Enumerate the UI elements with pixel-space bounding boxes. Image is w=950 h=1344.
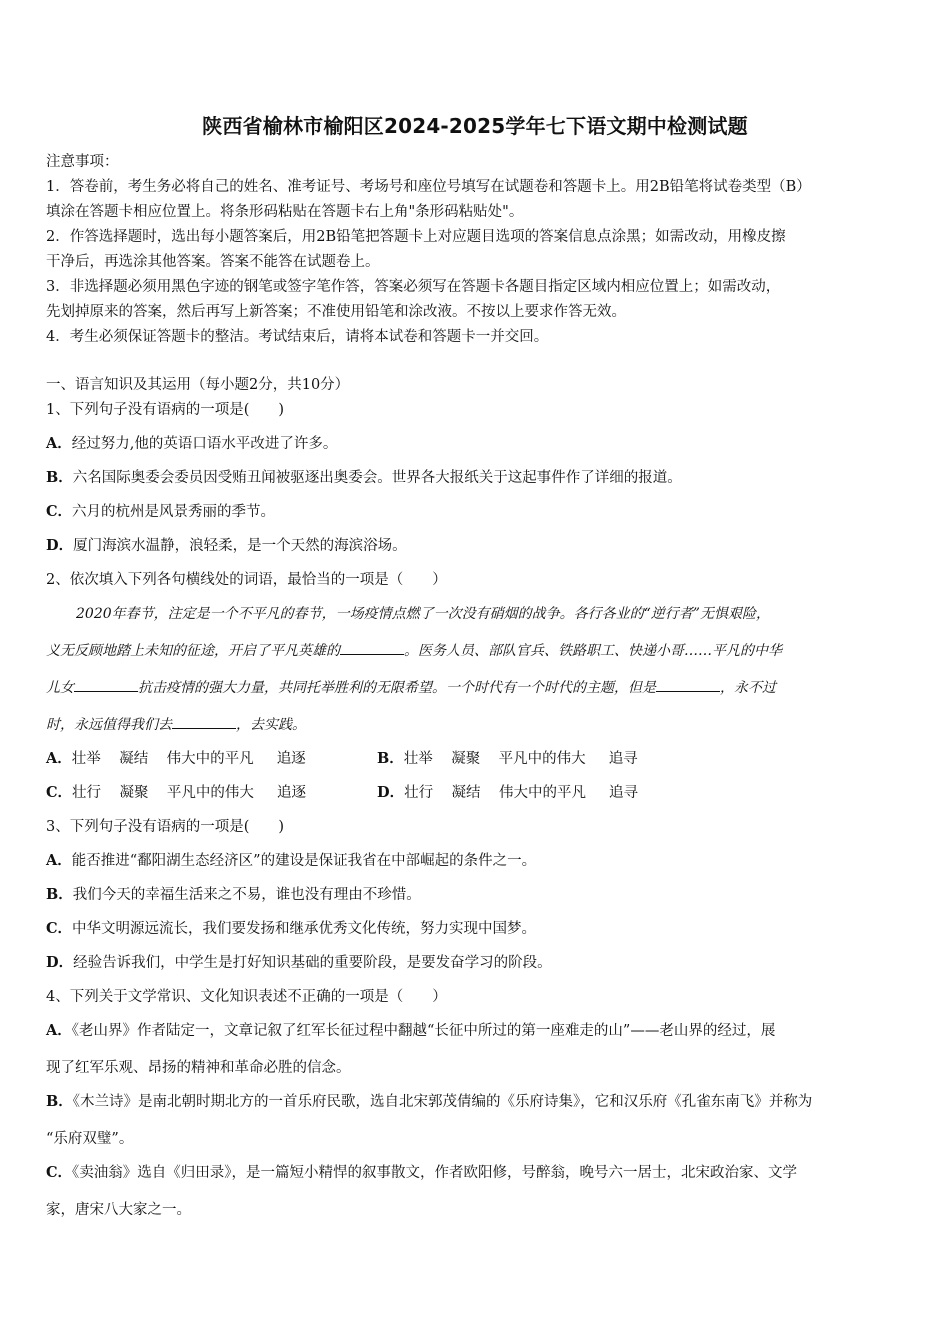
option-word: 凝结 — [119, 751, 149, 767]
passage-line — [46, 715, 306, 735]
option-d — [377, 783, 638, 803]
option-text-cont: 现了红军乐观、昂扬的精神和革命必胜的信念。 — [46, 1060, 351, 1076]
fill-blank-1[interactable] — [340, 642, 404, 655]
option-a — [46, 1021, 775, 1041]
passage-text: 儿女 — [46, 680, 74, 696]
passage-text: 。医务人员、部队官兵、铁路职工、快递小哥……平凡的中华 — [404, 643, 782, 659]
option-text-cont: 家，唐宋八大家之一。 — [46, 1202, 191, 1218]
page-title: 陕西省榆林市榆阳区2024-2025学年七下语文期中检测试题 — [202, 114, 748, 138]
option-letter: B． — [377, 750, 404, 767]
option-text: 我们今天的幸福生活来之不易，谁也没有理由不珍惜。 — [72, 887, 421, 903]
option-letter: C． — [46, 920, 73, 937]
option-d — [46, 953, 552, 973]
passage-text: 时，永远值得我们去 — [46, 717, 172, 733]
option-letter: A． — [46, 435, 72, 452]
option-word: 追寻 — [609, 785, 638, 801]
option-text: 中华文明源远流长，我们要发扬和继承优秀文化传统，努力实现中国梦。 — [72, 921, 537, 937]
fill-blank-3[interactable] — [656, 679, 720, 692]
passage-text: ，去实践。 — [236, 717, 306, 733]
option-letter: A． — [46, 1022, 72, 1039]
question-stem: 4、下列关于文学常识、文化知识表述不正确的一项是（ ） — [46, 989, 447, 1005]
notice-line: 先划掉原来的答案，然后再写上新答案；不准使用铅笔和涂改液。不按以上要求作答无效。 — [46, 304, 626, 320]
option-letter: D． — [46, 537, 74, 554]
option-letter: C． — [46, 784, 73, 801]
option-d — [46, 536, 407, 556]
option-b — [46, 1092, 812, 1112]
option-letter: B． — [46, 886, 73, 903]
notice-line: 填涂在答题卡相应位置上。将条形码粘贴在答题卡右上角"条形码粘贴处"。 — [46, 204, 524, 220]
option-letter: B． — [46, 1093, 73, 1110]
notice-line: 4．考生必须保证答题卡的整洁。考试结束后，请将本试卷和答题卡一并交回。 — [46, 329, 549, 345]
fill-blank-2[interactable] — [74, 679, 138, 692]
option-word: 壮行 — [72, 785, 102, 801]
option-text: 《老山界》作者陆定一，文章记叙了红军长征过程中翻越“长征中所过的第一座难走的山”——老山界的经过，展 — [71, 1023, 776, 1039]
notice-line: 1．答卷前，考生务必将自己的姓名、准考证号、考场号和座位号填写在试题卷和答题卡上。用2B铅笔将试卷类型（B） — [46, 179, 811, 195]
option-word: 凝聚 — [119, 785, 149, 801]
option-word: 平凡中的伟大 — [498, 751, 586, 767]
option-text: 六月的杭州是风景秀丽的季节。 — [72, 504, 276, 520]
option-word: 壮举 — [71, 751, 101, 767]
option-letter: C． — [46, 1164, 73, 1181]
notice-heading: 注意事项： — [46, 154, 119, 170]
passage-text: 抗击疫情的强大力量，共同托举胜利的无限希望。一个时代有一个时代的主题，但是 — [138, 680, 656, 696]
option-letter: A． — [46, 750, 72, 767]
option-word: 追逐 — [276, 785, 306, 801]
option-word: 壮行 — [404, 785, 434, 801]
option-text: 《卖油翁》选自《归田录》，是一篇短小精悍的叙事散文，作者欧阳修，号醉翁，晚号六一居士，北宋政治家、文学 — [72, 1165, 798, 1181]
option-text: 能否推进“鄱阳湖生态经济区”的建设是保证我省在中部崛起的条件之一。 — [71, 853, 537, 869]
option-a — [46, 434, 337, 454]
option-letter: D． — [46, 954, 74, 971]
option-word: 凝聚 — [451, 751, 481, 767]
option-word: 平凡中的伟大 — [166, 785, 254, 801]
option-a — [46, 851, 536, 871]
section-heading: 一、语言知识及其运用（每小题2分，共10分） — [46, 377, 350, 393]
passage-line: 2020年春节，注定是一个不平凡的春节，一场疫情点燃了一次没有硝烟的战争。各行各业的“逆行者”无惧艰险， — [76, 606, 770, 622]
notice-line: 2．作答选择题时，选出每小题答案后，用2B铅笔把答题卡上对应题目选项的答案信息点涂黑；如需改动，用橡皮擦 — [46, 229, 786, 245]
option-word: 伟大中的平凡 — [498, 785, 586, 801]
option-letter: D． — [377, 784, 405, 801]
question-stem: 2、依次填入下列各句横线处的词语，最恰当的一项是（ ） — [46, 572, 447, 588]
question-stem: 1、下列句子没有语病的一项是( ) — [46, 402, 285, 418]
option-a — [46, 749, 306, 769]
option-word: 追寻 — [608, 751, 638, 767]
option-text: 《木兰诗》是南北朝时期北方的一首乐府民歌，选自北宋郭茂倩编的《乐府诗集》，它和汉乐府《孔雀东南飞》并称为 — [72, 1094, 813, 1110]
option-text: 经验告诉我们，中学生是打好知识基础的重要阶段，是要发奋学习的阶段。 — [73, 955, 552, 971]
option-word: 凝结 — [451, 785, 481, 801]
option-word: 壮举 — [403, 751, 433, 767]
option-text-cont: “乐府双璧”。 — [46, 1131, 134, 1147]
option-b — [46, 468, 682, 488]
notice-line: 3．非选择题必须用黑色字迹的钢笔或签字笔作答，答案必须写在答题卡各题目指定区域内相应位置上；如需改动， — [46, 279, 781, 295]
option-text: 六名国际奥委会委员因受贿丑闻被驱逐出奥委会。世界各大报纸关于这起事件作了详细的报道。 — [72, 470, 682, 486]
option-c — [46, 783, 306, 803]
fill-blank-4[interactable] — [172, 716, 236, 729]
passage-line — [46, 641, 782, 661]
notice-line: 干净后，再选涂其他答案。答案不能答在试题卷上。 — [46, 254, 380, 270]
option-letter: C． — [46, 503, 73, 520]
option-word: 追逐 — [276, 751, 306, 767]
option-c — [46, 502, 275, 522]
option-text: 经过努力,他的英语口语水平改进了许多。 — [71, 436, 338, 452]
option-c — [46, 919, 536, 939]
option-word: 伟大中的平凡 — [166, 751, 254, 767]
passage-text: ，永不过 — [720, 680, 776, 696]
option-b — [46, 885, 421, 905]
option-text: 厦门海滨水温静，浪轻柔，是一个天然的海滨浴场。 — [73, 538, 407, 554]
passage-line — [46, 678, 776, 698]
option-letter: A． — [46, 852, 72, 869]
option-c — [46, 1163, 797, 1183]
question-stem: 3、下列句子没有语病的一项是( ) — [46, 819, 285, 835]
passage-text: 义无反顾地踏上未知的征途，开启了平凡英雄的 — [46, 643, 340, 659]
option-letter: B． — [46, 469, 73, 486]
option-b — [377, 749, 638, 769]
